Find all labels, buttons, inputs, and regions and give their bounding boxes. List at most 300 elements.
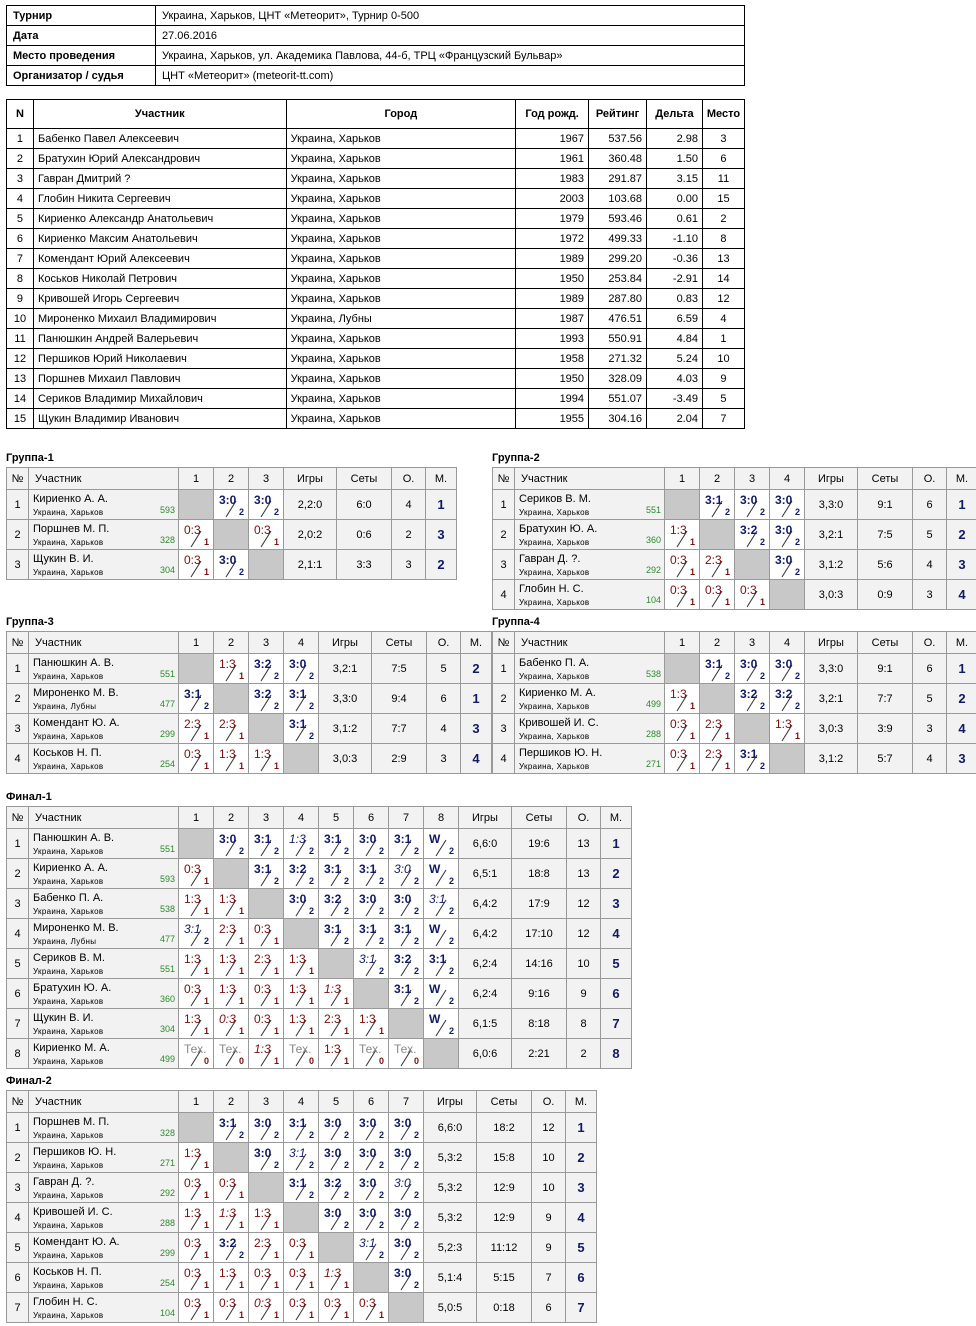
match-points: 2	[448, 846, 454, 856]
match-result	[770, 654, 805, 684]
match-result	[214, 979, 249, 1009]
players-header-cell: N	[7, 100, 34, 129]
match-points: 2	[378, 1250, 384, 1260]
match-score: 1:3	[775, 717, 792, 731]
match-points: 1	[724, 731, 730, 741]
match-points: 1	[238, 966, 244, 976]
header-opponent-number: 7	[389, 1091, 424, 1113]
group-title: Финал-2	[6, 1075, 52, 1087]
match-points: 1	[203, 1160, 209, 1170]
match-result	[214, 1293, 249, 1323]
player-rating: 271	[645, 759, 661, 769]
match-points: 2	[308, 731, 314, 741]
player-cell: Братухин Юрий Александрович	[33, 149, 286, 169]
player-cell: Украина, Харьков	[286, 409, 516, 429]
player-rating: 551	[645, 505, 661, 515]
row-games: 3,3:0	[319, 684, 372, 714]
header-opponent-number: 3	[249, 468, 284, 490]
header-number: №	[7, 807, 29, 829]
player-row	[7, 329, 745, 349]
player-info	[515, 580, 665, 610]
row-place: 3	[601, 889, 632, 919]
match-points: 1	[273, 1250, 279, 1260]
table-row	[7, 889, 632, 919]
row-place: 2	[947, 684, 976, 714]
player-cell: 1950	[516, 369, 589, 389]
match-score: 3:0	[775, 553, 793, 567]
player-cell: 360.48	[589, 149, 647, 169]
player-city: Украина, Харьков	[33, 1027, 104, 1036]
player-city: Украина, Харьков	[33, 967, 104, 976]
player-info	[29, 1233, 179, 1263]
match-points: 2	[759, 701, 765, 711]
match-score: 3:1	[394, 922, 412, 936]
row-place: 6	[601, 979, 632, 1009]
match-points: 1	[203, 966, 209, 976]
player-info	[515, 744, 665, 774]
match-result	[319, 1293, 354, 1323]
player-rating: 104	[159, 1308, 175, 1318]
row-games: 3,3:0	[805, 654, 858, 684]
match-points: 2	[308, 876, 314, 886]
match-points: 1	[203, 761, 209, 771]
player-name: Сериков В. М.	[33, 952, 105, 964]
player-city: Украина, Харьков	[33, 1251, 104, 1260]
match-points: 2	[759, 671, 765, 681]
player-info	[515, 490, 665, 520]
player-city: Украина, Харьков	[33, 1281, 104, 1290]
player-rating: 499	[645, 699, 661, 709]
match-result	[284, 979, 319, 1009]
match-points: 2	[794, 567, 800, 577]
tournament-info-table	[6, 5, 745, 86]
match-result	[284, 1009, 319, 1039]
row-sets: 9:16	[512, 979, 567, 1009]
match-points: 0	[238, 1056, 244, 1066]
match-points: 1	[238, 761, 244, 771]
match-result	[249, 1143, 284, 1173]
player-rating: 304	[159, 1024, 175, 1034]
match-points: 1	[273, 936, 279, 946]
player-rating: 328	[159, 1128, 175, 1138]
player-city: Украина, Харьков	[33, 538, 104, 547]
player-rating: 271	[159, 1158, 175, 1168]
row-points: 6	[913, 490, 947, 520]
self-cell	[424, 1039, 459, 1069]
row-points: 5	[913, 520, 947, 550]
match-result	[179, 520, 214, 550]
table-row	[493, 654, 976, 684]
match-points: 2	[413, 1250, 419, 1260]
table-row	[493, 580, 976, 610]
player-city: Украина, Харьков	[519, 702, 590, 711]
player-cell: Поршнев Михаил Павлович	[33, 369, 286, 389]
player-city: Украина, Харьков	[519, 508, 590, 517]
row-points: 4	[392, 490, 426, 520]
match-score: 3:1	[184, 687, 202, 701]
match-score: 3:2	[324, 1176, 342, 1190]
match-points: 0	[308, 1056, 314, 1066]
player-info	[29, 919, 179, 949]
header-opponent-number: 2	[700, 468, 735, 490]
header-opponent-number: 3	[249, 1091, 284, 1113]
player-rating: 288	[159, 1218, 175, 1228]
player-name: Першиков Ю. Н.	[519, 747, 603, 759]
match-score: 3:0	[394, 1236, 412, 1250]
row-points: 8	[567, 1009, 601, 1039]
row-points: 10	[567, 949, 601, 979]
player-cell: 14	[702, 269, 744, 289]
match-points: 1	[238, 1280, 244, 1290]
header-games: Игры	[284, 468, 337, 490]
header-sets: Сеты	[477, 1091, 532, 1113]
player-cell: 1972	[516, 229, 589, 249]
match-points: 2	[308, 1190, 314, 1200]
match-result	[214, 744, 249, 774]
match-points: 2	[378, 1220, 384, 1230]
match-result	[179, 919, 214, 949]
match-score: 3:0	[359, 1206, 377, 1220]
match-result	[284, 714, 319, 744]
player-cell: 7	[7, 249, 34, 269]
player-rating: 551	[159, 844, 175, 854]
match-points: 1	[689, 761, 695, 771]
self-cell	[319, 1233, 354, 1263]
player-cell: 4	[7, 189, 34, 209]
self-cell	[284, 919, 319, 949]
player-name: Братухин Ю. А.	[33, 982, 112, 994]
match-points: 2	[343, 1160, 349, 1170]
match-result	[249, 520, 284, 550]
match-score: 1:3	[670, 687, 687, 701]
player-cell: 550.91	[589, 329, 647, 349]
table-row	[7, 550, 457, 580]
match-score: 1:3	[184, 1206, 201, 1220]
match-points: 2	[203, 936, 209, 946]
row-sets: 9:1	[858, 490, 913, 520]
match-points: 2	[448, 906, 454, 916]
match-score: 3:0	[359, 1176, 377, 1190]
header-opponent-number: 2	[214, 632, 249, 654]
group-title: Группа-4	[492, 616, 540, 628]
match-score: 0:3	[670, 747, 687, 761]
match-result	[249, 829, 284, 859]
header-opponent-number: 1	[665, 468, 700, 490]
header-opponent-number: 1	[179, 807, 214, 829]
match-result	[389, 979, 424, 1009]
player-cell: 476.51	[589, 309, 647, 329]
match-result	[179, 859, 214, 889]
group-header-row	[7, 468, 457, 490]
player-info	[515, 714, 665, 744]
match-result	[284, 859, 319, 889]
player-info	[29, 1263, 179, 1293]
row-games: 3,1:2	[805, 744, 858, 774]
match-result	[249, 1009, 284, 1039]
player-name: Мироненко М. В.	[33, 922, 119, 934]
player-cell: Украина, Харьков	[286, 209, 516, 229]
match-points: 1	[343, 1056, 349, 1066]
match-result	[214, 1039, 249, 1069]
row-sets: 18:2	[477, 1113, 532, 1143]
player-cell: Украина, Харьков	[286, 169, 516, 189]
match-score: 0:3	[254, 982, 271, 996]
match-score: 3:0	[219, 832, 237, 846]
player-cell: 6	[702, 149, 744, 169]
player-rating: 360	[159, 994, 175, 1004]
header-opponent-number: 4	[284, 1091, 319, 1113]
player-cell: 1.50	[647, 149, 703, 169]
player-cell: 551.07	[589, 389, 647, 409]
match-result	[735, 520, 770, 550]
match-score: 3:0	[254, 1116, 272, 1130]
match-score: 0:3	[219, 1176, 236, 1190]
match-points: 1	[203, 1220, 209, 1230]
match-points: 2	[378, 1160, 384, 1170]
match-result	[214, 1113, 249, 1143]
player-name: Поршнев М. П.	[33, 523, 110, 535]
header-points: О.	[913, 632, 947, 654]
player-cell: 299.20	[589, 249, 647, 269]
table-row	[493, 714, 976, 744]
match-points: 1	[724, 761, 730, 771]
match-points: 2	[308, 701, 314, 711]
player-row	[7, 309, 745, 329]
player-city: Украина, Лубны	[33, 702, 97, 711]
row-place: 2	[461, 654, 492, 684]
self-cell	[389, 1293, 424, 1323]
match-score: Тех.	[359, 1042, 382, 1056]
match-score: 1:3	[289, 1012, 306, 1026]
match-points: 0	[413, 1056, 419, 1066]
player-cell: Коськов Николай Петрович	[33, 269, 286, 289]
self-cell	[249, 889, 284, 919]
info-label: Дата	[7, 26, 156, 46]
match-points: 1	[308, 966, 314, 976]
match-points: 2	[238, 567, 244, 577]
player-cell: 593.46	[589, 209, 647, 229]
match-result	[179, 684, 214, 714]
match-result	[249, 949, 284, 979]
match-result	[249, 859, 284, 889]
header-opponent-number: 2	[214, 468, 249, 490]
player-row	[7, 129, 745, 149]
row-number: 2	[493, 684, 515, 714]
match-score: 1:3	[184, 1146, 201, 1160]
row-games: 6,2:4	[459, 949, 512, 979]
match-score: 3:1	[705, 493, 723, 507]
player-city: Украина, Харьков	[33, 508, 104, 517]
player-cell: Глобин Никита Сергеевич	[33, 189, 286, 209]
match-score: 1:3	[324, 982, 341, 996]
header-place: М.	[947, 632, 976, 654]
player-city: Украина, Харьков	[33, 907, 104, 916]
header-opponent-number: 3	[249, 632, 284, 654]
player-rating: 304	[159, 565, 175, 575]
player-row	[7, 269, 745, 289]
match-points: 1	[238, 906, 244, 916]
header-games: Игры	[805, 468, 858, 490]
match-result	[214, 949, 249, 979]
table-row	[7, 949, 632, 979]
player-rating: 477	[159, 934, 175, 944]
row-points: 4	[913, 550, 947, 580]
match-result	[284, 1113, 319, 1143]
match-points: 2	[413, 936, 419, 946]
round-robin-table	[6, 467, 457, 580]
match-score: 1:3	[219, 952, 236, 966]
group-title: Группа-3	[6, 616, 54, 628]
match-result	[389, 1039, 424, 1069]
match-score: 3:0	[219, 493, 237, 507]
match-points: 1	[273, 1026, 279, 1036]
table-row	[7, 1203, 597, 1233]
row-sets: 11:12	[477, 1233, 532, 1263]
row-number: 2	[493, 520, 515, 550]
match-points: 2	[343, 1130, 349, 1140]
player-city: Украина, Харьков	[519, 732, 590, 741]
match-points: 1	[689, 537, 695, 547]
match-score: W	[429, 1012, 441, 1026]
row-number: 3	[7, 550, 29, 580]
match-points: 1	[238, 731, 244, 741]
row-number: 1	[493, 654, 515, 684]
player-cell: 2.04	[647, 409, 703, 429]
match-result	[179, 979, 214, 1009]
match-result	[389, 1173, 424, 1203]
row-games: 3,0:3	[319, 744, 372, 774]
row-sets: 5:7	[858, 744, 913, 774]
player-name: Братухин Ю. А.	[519, 523, 598, 535]
row-number: 2	[7, 859, 29, 889]
player-cell: Кириенко Александр Анатольевич	[33, 209, 286, 229]
table-row	[7, 1113, 597, 1143]
match-points: 1	[273, 1220, 279, 1230]
match-result	[214, 1203, 249, 1233]
row-number: 5	[7, 949, 29, 979]
match-result	[284, 1263, 319, 1293]
match-score: 3:1	[429, 952, 447, 966]
match-points: 2	[378, 966, 384, 976]
header-points: О.	[392, 468, 426, 490]
players-header-cell: Город	[286, 100, 516, 129]
match-score: 3:0	[254, 493, 272, 507]
match-points: 2	[308, 1160, 314, 1170]
header-points: О.	[567, 807, 601, 829]
player-info	[29, 1039, 179, 1069]
match-points: 2	[448, 1026, 454, 1036]
player-info	[29, 829, 179, 859]
player-cell: 4.03	[647, 369, 703, 389]
header-player: Участник	[29, 468, 179, 490]
player-cell: 5.24	[647, 349, 703, 369]
row-place: 1	[426, 490, 457, 520]
player-info	[29, 859, 179, 889]
match-result	[735, 580, 770, 610]
player-cell: 4.84	[647, 329, 703, 349]
player-cell: 1950	[516, 269, 589, 289]
table-row	[7, 654, 492, 684]
match-score: 0:3	[184, 1266, 201, 1280]
player-cell: Украина, Харьков	[286, 229, 516, 249]
self-cell	[284, 744, 319, 774]
row-games: 3,2:1	[319, 654, 372, 684]
match-score: 0:3	[740, 583, 757, 597]
row-number: 1	[7, 829, 29, 859]
row-sets: 5:15	[477, 1263, 532, 1293]
player-cell: 537.56	[589, 129, 647, 149]
match-score: 2:3	[184, 717, 201, 731]
round-robin-table	[6, 1090, 597, 1323]
header-place: М.	[461, 632, 492, 654]
match-points: 1	[238, 936, 244, 946]
player-city: Украина, Харьков	[33, 1057, 104, 1066]
header-opponent-number: 3	[735, 468, 770, 490]
group-title: Группа-1	[6, 452, 54, 464]
row-place: 5	[566, 1233, 597, 1263]
row-number: 2	[7, 520, 29, 550]
match-points: 2	[308, 1130, 314, 1140]
header-sets: Сеты	[372, 632, 427, 654]
header-opponent-number: 3	[735, 632, 770, 654]
player-cell: 14	[7, 389, 34, 409]
match-result	[700, 654, 735, 684]
row-place: 1	[601, 829, 632, 859]
match-score: 3:0	[359, 892, 377, 906]
match-result	[389, 1143, 424, 1173]
header-place: М.	[566, 1091, 597, 1113]
row-number: 5	[7, 1233, 29, 1263]
header-number: №	[493, 468, 515, 490]
player-cell: 12	[7, 349, 34, 369]
player-info	[29, 1293, 179, 1323]
row-points: 5	[427, 654, 461, 684]
table-row	[7, 1143, 597, 1173]
row-points: 3	[913, 580, 947, 610]
match-points: 2	[448, 936, 454, 946]
match-score: 0:3	[219, 1296, 236, 1310]
match-score: 0:3	[219, 1012, 236, 1026]
match-result	[179, 949, 214, 979]
header-opponent-number: 8	[424, 807, 459, 829]
player-cell: 1979	[516, 209, 589, 229]
player-city: Украина, Харьков	[33, 1161, 104, 1170]
match-result	[354, 1039, 389, 1069]
match-points: 2	[448, 996, 454, 1006]
player-cell: Украина, Харьков	[286, 369, 516, 389]
match-points: 2	[273, 701, 279, 711]
player-cell: 304.16	[589, 409, 647, 429]
match-result	[354, 829, 389, 859]
match-score: 0:3	[184, 523, 201, 537]
match-result	[284, 654, 319, 684]
row-points: 4	[913, 744, 947, 774]
match-points: 0	[378, 1056, 384, 1066]
self-cell	[179, 829, 214, 859]
match-score: 1:3	[324, 1042, 341, 1056]
match-score: 2:3	[254, 952, 271, 966]
group-header-row	[7, 1091, 597, 1113]
player-row	[7, 229, 745, 249]
player-cell: Украина, Харьков	[286, 349, 516, 369]
match-result	[179, 1143, 214, 1173]
row-sets: 0:6	[337, 520, 392, 550]
match-result	[700, 490, 735, 520]
match-result	[249, 684, 284, 714]
header-number: №	[493, 632, 515, 654]
table-row	[7, 919, 632, 949]
match-score: 3:2	[740, 523, 758, 537]
